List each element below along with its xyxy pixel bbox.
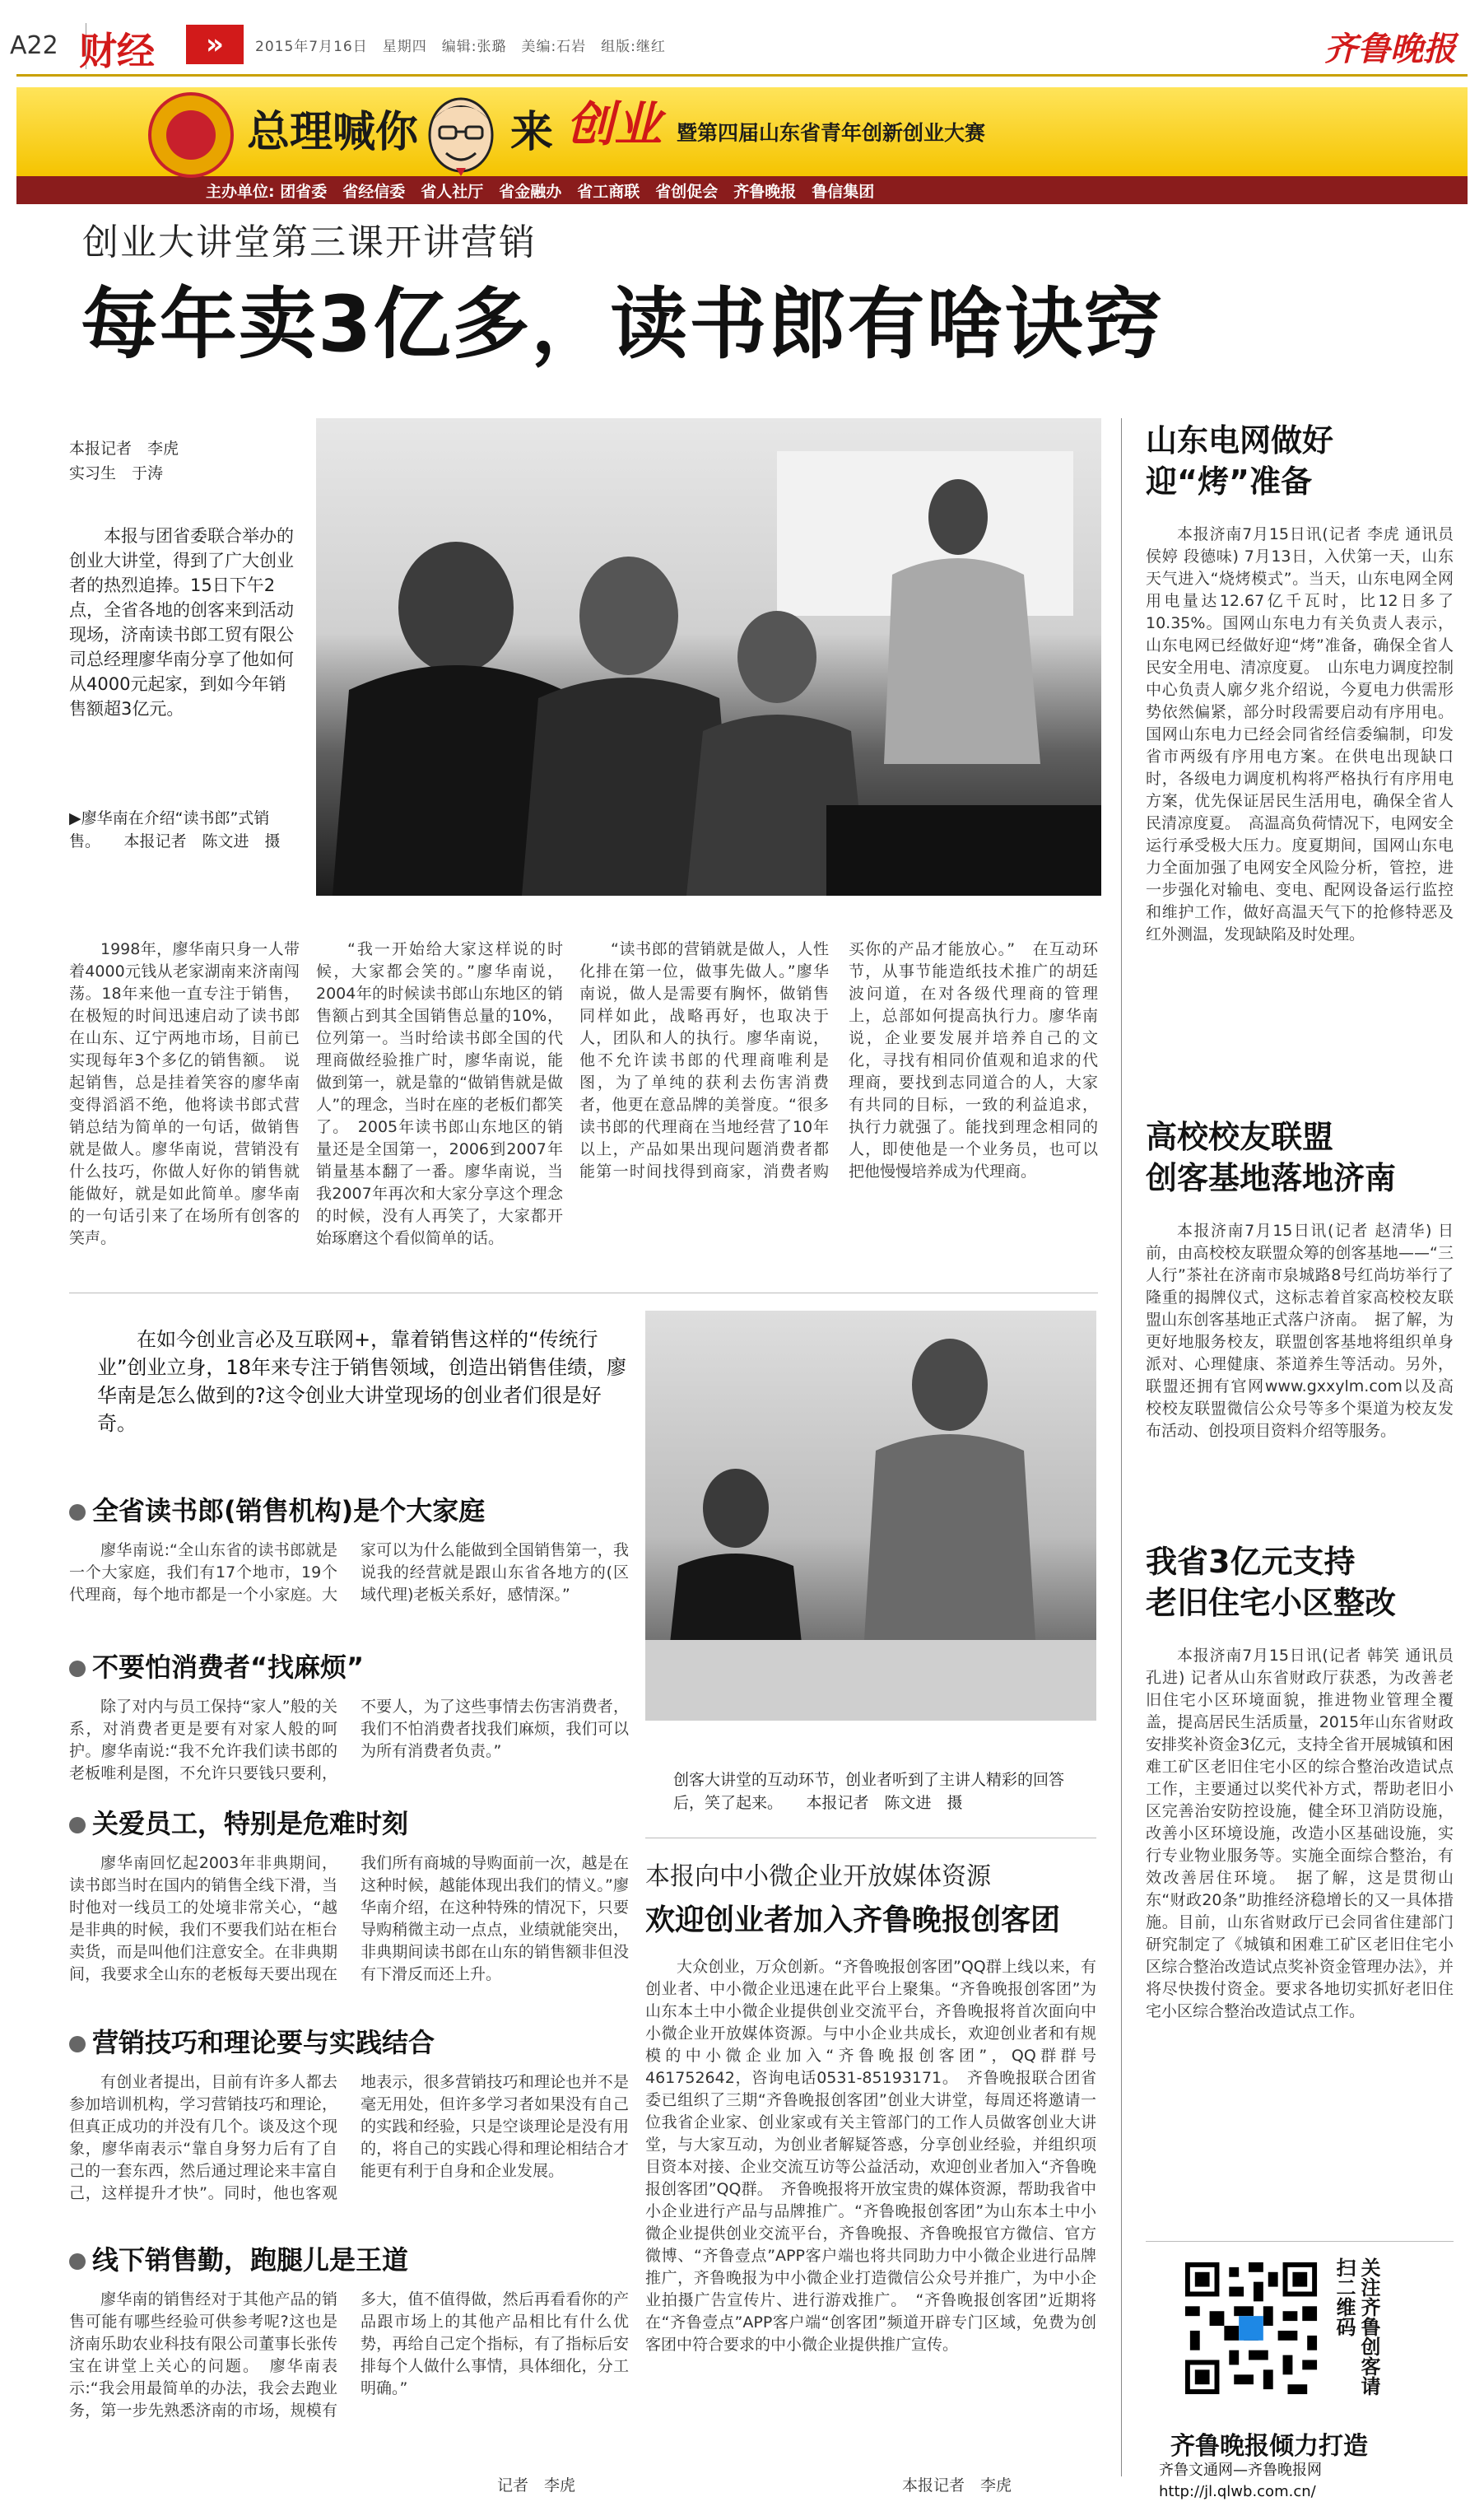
right-story-3 xyxy=(1146,1541,1454,2023)
lecture-photo xyxy=(316,418,1101,896)
emblem-center xyxy=(166,110,216,160)
body-column-3: “读书郎的营销就是做人，人性化排在第一位，做事先做人。”廖华南说，做人是需要有胸怀，做销售同样如此，战略再好，也取决于人，团队和人的执行。廖华南说，他不允许读书郎的代理商唯利是图，为了单纯的获利去伤害消费者，他更在意品牌的美誉度。“很多读书郎的代理商在当地经营了10年以上，产品如果出现问题消费者都能第一时间找得到商家，消费者购买你的产品才能放心。” 在互动环节，从事节能造纸技术推广的胡廷波问道，在对各级代理商的管理上，总部如何提高执行力。廖华南说，企业要发展并培养自己的文化，寻找有相同价值观和追求的代理商，要找到志同道合的人，大家有共同的目标，一致的利益追求，执行力就强了。能找到理念相同的人，即使他是一个业务员，也可以把他慢慢培养成为代理商。 xyxy=(579,940,1098,1181)
byline-intern: 实习生 于涛 xyxy=(69,464,164,482)
article-teaser: 在如今创业言必及互联网+，靠着销售这样的“传统行业”创业立身，18年来专注于销售领域，创造出销售佳绩，廖华南是怎么做到的?这令创业大讲堂现场的创业者们很是好奇。 xyxy=(97,1328,626,1435)
subsection-text: 廖华南说:“全山东省的读书郎就是一个大家庭，我们有17个地市，19个代理商，每个地市都是一个小家庭。大家可以为什么能做到全国销售第一，我说我的经营就是跟山东省各地方的(区域代理)老板关系好，感情深。” xyxy=(69,1541,629,1604)
issue-meta: 2015年7月16日 星期四 编辑:张璐 美编:石岩 组版:继红 xyxy=(255,39,666,55)
byline-reporter: 本报记者 李虎 xyxy=(69,440,179,458)
article-lead: 本报与团省委联合举办的创业大讲堂，得到了广大创业者的热烈追捧。15日下午2点，全省各地的创客来到活动现场，济南读书郎工贸有限公司总经理廖华南分享了他如何从4000元起家，到如今年销售额超3亿元。 xyxy=(69,526,294,719)
subsection-title: 全省读书郎(销售机构)是个大家庭 xyxy=(69,1490,629,1528)
footer-url-1[interactable]: http://jl.qlwb.com.cn/ xyxy=(1159,2483,1316,2500)
banner-title-part1: 总理喊你 xyxy=(247,108,419,157)
bullet-icon xyxy=(69,2036,86,2052)
cartoon-face-icon xyxy=(420,89,502,176)
interaction-photo-illustration xyxy=(645,1311,1096,1721)
article-kicker: 创业大讲堂第三课开讲营销 xyxy=(82,221,537,263)
subsection-title: 关爱员工，特别是危难时刻 xyxy=(69,1803,629,1841)
subsection-title: 线下销售勤，跑腿儿是王道 xyxy=(69,2239,629,2277)
right-story-title: 山东电网做好 迎“烤”准备 xyxy=(1146,422,1334,500)
interaction-photo xyxy=(645,1311,1096,1721)
footer-links xyxy=(1159,2460,1322,2503)
subsection-title: 不要怕消费者“找麻烦” xyxy=(69,1647,629,1684)
header-divider xyxy=(16,74,1468,77)
side-author: 本报记者 李虎 xyxy=(902,2476,1012,2495)
bullet-icon xyxy=(69,1661,86,1677)
subsection-2 xyxy=(69,1647,629,1785)
masthead-logo: 齐鲁晚报 xyxy=(1324,30,1456,68)
right-story-body: 本报济南7月15日讯(记者 李虎 通讯员 侯婷 段德味) 7月13日，入伏第一天，山东天气进入“烧烤模式”。当天，山东电网全网用电量达12.67亿千瓦时，比12日多了10.35%。国网山东电力有关负责人表示，山东电网已经做好迎“烤”准备，确保全省人民安全用电、清凉度夏。 山东电力调度控制中心负责人廓夕兆介绍说，今夏电力供需形势依然偏紧，部分时段需要启动有序用电。国网山东电力已经会同省经信委编制，印发省市两级有序用电方案。在供电出现缺口时，各级电力调度机构将严格执行有序用电方案，优先保证居民生活用电，确保全省人民清凉度夏。 高温高负荷情况下，电网安全运行承受极大压力。度夏期间，国网山东电力全面加强了电网安全风险分析，管控，进一步强化对输电、变电、配网设备运行监控和维护工作，做好高温天气下的抢修特恶及红外测温，发现缺陷及时处理。 xyxy=(1146,525,1454,943)
qr-caption: 关注齐鲁创客请扫二维码 xyxy=(1333,2257,1380,2396)
footer-site-1: 齐鲁文通网—齐鲁晚报网 xyxy=(1159,2462,1322,2479)
side-body: 大众创业，万众创新。“齐鲁晚报创客团”QQ群上线以来，有创业者、中小微企业迅速在此平台上聚集。“齐鲁晚报创客团”为山东本土中小微企业提供创业交流平台，齐鲁晚报将首次面向中小微企业开放媒体资源。与中小企业共成长，欢迎创业者和有规模的中小微企业加入“齐鲁晚报创客团”，QQ群群号461752642，咨询电话0531-85193171。 齐鲁晚报联合团省委已组织了三期“齐鲁晚报创客团”创业大讲堂，每周还将邀请一位我省企业家、创业家或有关主管部门的工作人员做客创业大讲堂，与大家互动，为创业者解疑答惑，分享创业经验，并组织项目资本对接、企业交流互访等公益活动，欢迎创业者加入“齐鲁晚报创客团”QQ群。 齐鲁晚报将开放宝贵的媒体资源，帮助我省中小企业进行产品与品牌推广。“齐鲁晚报创客团”为山东本土中小微企业提供创业交流平台，齐鲁晚报、齐鲁晚报官方微信、官方微博、“齐鲁壹点”APP客户端也将共同助力中小微企业进行品牌推广，齐鲁晚报为中小微企业打造微信公众号并推广，为中小企业拍摄广告宣传片、进行游戏推广。 “齐鲁晚报创客团”近期将在“齐鲁壹点”APP客户端“创客团”频道开辟专门区域，免费为创客团中符合要求的中小微企业提供推广宣传。 xyxy=(645,1958,1096,2354)
side-kicker: 本报向中小微企业开放媒体资源 xyxy=(645,1862,991,1891)
side-headline: 欢迎创业者加入齐鲁晚报创客团 xyxy=(645,1903,1061,1937)
footer-divider xyxy=(1146,2241,1454,2242)
article-author: 记者 李虎 xyxy=(497,2476,576,2495)
right-story-2 xyxy=(1146,1116,1454,1442)
banner-subtitle: 暨第四届山东省青年创新创业大赛 xyxy=(677,121,986,145)
photo-caption-1: ▶廖华南在介绍“读书郎”式销售。 本报记者 陈文进 摄 xyxy=(69,809,281,850)
page-number: A22 xyxy=(0,23,86,69)
body-column-1: 1998年，廖华南只身一人带着4000元钱从老家湖南来济南闯荡。18年来他一直专注于销售，在极短的时间迅速启动了读书郎在山东、辽宁两地市场，目前已实现每年3个多亿的销售额。 说起销售，总是挂着笑容的廖华南变得滔滔不绝，他将读书郎式营销总结为简单的一句话，做销售就是做人。廖华南说，营销没有什么技巧，你做人好你的销售就能做好，就是如此简单。廖华南的一句话引来了在场所有创客的笑声。 xyxy=(69,940,300,1247)
banner-title-part3: 创业 xyxy=(566,96,663,152)
sponsor-list: 主办单位: 团省委 省经信委 省人社厅 省金融办 省工商联 省创促会 齐鲁晚报 鲁信集团 xyxy=(206,183,875,201)
right-story-title: 我省3亿元支持 老旧住宅小区整改 xyxy=(1146,1544,1397,1621)
bullet-icon xyxy=(69,1504,86,1521)
right-column-divider xyxy=(1121,418,1122,2476)
article-byline xyxy=(69,436,179,486)
right-story-1 xyxy=(1146,420,1454,946)
subsection-4 xyxy=(69,2022,629,2205)
subsection-3 xyxy=(69,1803,629,1986)
body-column-2: “我一开始给大家这样说的时候，大家都会笑的。”廖华南说，2004年的时候读书郎山东地区的销售额占到其全国销售总量的10%，位列第一。当时给读书郎全国的代理商做经验推广时，廖华南说，能做到第一，就是靠的“做销售就是做人”的理念，当时在座的老板们都笑了。 2005年读书郎山东地区的销量还是全国第一，2006到2007年销量基本翻了一番。廖华南说，当我2007年再次和大家分享这个理念的时候，没有人再笑了，大家都开始琢磨这个看似简单的话。 xyxy=(316,940,563,1247)
bullet-icon xyxy=(69,2253,86,2270)
right-story-body: 本报济南7月15日讯(记者 韩笑 通讯员 孔进) 记者从山东省财政厅获悉，为改善老旧住宅小区环境面貌，推进物业管理全覆盖，提高居民生活质量，2015年山东省财政安排奖补资金3亿元，支持全省开展城镇和困难工矿区老旧住宅小区的综合整治改造试点工作，主要通过以奖代补方式，帮助老旧小区完善治安防控设施，健全环卫消防设施，改善小区环境设施，改造小区基础设施，实行专业物业服务等。实施全面综合整治，有效改善居住环境。 据了解，这是贯彻山东“财政20条”助推经济稳增长的又一具体措施。目前，山东省财政厅已会同省住建部门研究制定了《城镇和困难工矿区老旧住宅小区综合整治改造试点奖补资金管理办法》，并将尽快拨付资金。要求各地切实抓好老旧住宅小区综合整治改造试点工作。 xyxy=(1146,1647,1454,2020)
article-headline: 每年卖3亿多，读书郎有啥诀窍 xyxy=(81,280,1164,370)
subsection-text: 廖华南的销售经对于其他产品的销售可能有哪些经验可供参考呢?这也是济南乐助农业科技有限公司董事长张传宝在讲堂上关心的问题。 廖华南表示:“我会用最简单的办法，我会去跑业务，第一步先熟悉济南的市场，规模有多大，值不值得做，然后再看看你的产品跟市场上的其他产品相比有什么优势，再给自己定个指标，有了指标后安排每个人做什么事情，具体细化，分工明确。” xyxy=(69,2290,629,2420)
subsection-text: 有创业者提出，目前有许多人都去参加培训机构，学习营销技巧和理论，但真正成功的并没有几个。谈及这个现象，廖华南表示“靠自身努力后有了自己的一套东西，然后通过理论来丰富自己，这样提升才快”。同时，他也客观地表示，很多营销技巧和理论也并不是毫无用处，但许多学习者如果没有自己的实践和经验，只是空谈理论是没有用的，将自己的实践心得和理论相结合才能更有利于自身和企业发展。 xyxy=(69,2073,629,2202)
right-story-title: 高校校友联盟 创客基地落地济南 xyxy=(1146,1119,1397,1196)
footer-title: 齐鲁晚报倾力打造 xyxy=(1170,2432,1368,2461)
youth-league-emblem-icon xyxy=(148,92,234,178)
section-arrow-icon: » xyxy=(186,25,244,64)
subsection-text: 除了对内与员工保持“家人”般的关系，对消费者更是要有对家人般的呵护。廖华南说:“我不允许我们读书郎的老板唯利是图，不允许只要钱只要利，不要人，为了这些事情去伤害消费者，我们不怕消费者找我们麻烦，我们可以为所有消费者负责。” xyxy=(69,1698,629,1782)
subsection-text: 廖华南回忆起2003年非典期间，读书郎当时在国内的销售全线下滑，当时他对一线员工的处境非常关心，“越是非典的时候，我们不要我们站在柜台卖货，而是叫他们注意安全。在非典期间，我要求全山东的老板每天要出现在我们所有商城的导购面前一次，越是在这种时候，越能体现出我们的情义。”廖华南介绍，在这种特殊的情况下，只要导购稍微主动一点点，业绩就能突出，非典期间读书郎在山东的销售额非但没有下滑反而还上升。 xyxy=(69,1854,629,1983)
right-story-body: 本报济南7月15日讯(记者 赵清华) 日前，由高校校友联盟众筹的创客基地——“三人行”茶社在济南市泉城路8号红尚坊举行了隆重的揭牌仪式，这标志着首家高校校友联盟山东创客基地正式落户济南。 据了解，为更好地服务校友，联盟创客基地将组织单身派对、心理健康、茶道养生等活动。另外，联盟还拥有官网www.gxxylm.com以及高校校友联盟微信公众号等多个渠道为校友发布活动、创投项目资料介绍等服务。 xyxy=(1146,1222,1454,1440)
subsection-1 xyxy=(69,1490,629,1606)
subsection-title: 营销技巧和理论要与实践结合 xyxy=(69,2022,629,2060)
section-title: 财经 xyxy=(79,29,155,73)
photo-caption-2: 创客大讲堂的互动环节，创业者听到了主讲人精彩的回答后，笑了起来。 本报记者 陈文进 摄 xyxy=(673,1771,1065,1812)
bullet-icon xyxy=(69,1817,86,1833)
banner-title-part2: 来 xyxy=(510,108,554,157)
lecture-photo-illustration xyxy=(316,418,1101,896)
qr-code-icon[interactable] xyxy=(1180,2257,1322,2399)
subsection-5 xyxy=(69,2239,629,2422)
